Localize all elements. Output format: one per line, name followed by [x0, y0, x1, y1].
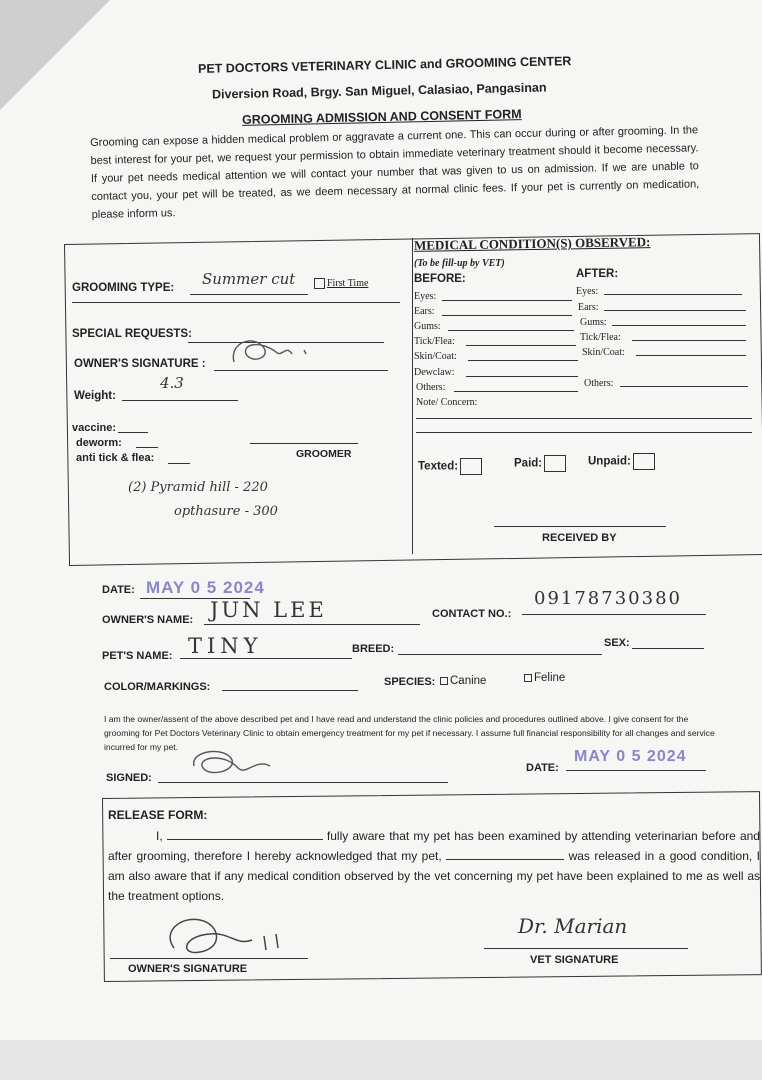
- antitick-line: [168, 463, 190, 464]
- received-by-label: RECEIVED BY: [542, 532, 617, 544]
- consent-signature-scribble: [186, 744, 286, 784]
- contact-value[interactable]: 09178730380: [534, 588, 682, 609]
- before-others-line: [454, 391, 578, 392]
- intro-paragraph: Grooming can expose a hidden medical problem or aggravate a current one. This can occur during or after grooming. In the best interest for your pet, we request your permission to obtain immediate veterinary treatment should it become necessary. If your pet needs medical attention we will contact your number that was given to us on admission. If we are unable to contact you, your pet will be treated, as we deem necessary at normal clinic fees. If your pet is currently on medication, please inform us.: [90, 124, 700, 221]
- release-title: RELEASE FORM:: [108, 808, 208, 822]
- after-gums: Gums:: [580, 317, 607, 328]
- note-concern-label: Note/ Concern:: [416, 397, 478, 408]
- box-divider: [412, 238, 413, 554]
- after-skincoat: Skin/Coat:: [582, 347, 625, 358]
- before-eyes: Eyes:: [414, 291, 437, 302]
- before-eyes-line: [442, 300, 572, 301]
- vet-signature-line: [484, 948, 688, 949]
- before-ears-line: [442, 315, 572, 316]
- after-ears-line: [604, 310, 746, 311]
- vaccine-line: [118, 432, 148, 433]
- vet-signature-value: Dr. Marian: [518, 914, 628, 938]
- grooming-extra-line: [72, 302, 400, 303]
- paid-option[interactable]: [514, 455, 566, 472]
- grooming-type-value[interactable]: Summer cut: [202, 270, 296, 288]
- weight-label: Weight:: [74, 390, 116, 402]
- after-tickflea-line: [632, 340, 746, 341]
- paid-label: Paid:: [514, 457, 543, 470]
- after-label: AFTER:: [576, 268, 619, 280]
- consent-date-stamp: MAY 0 5 2024: [574, 748, 687, 765]
- special-requests-label: SPECIAL REQUESTS:: [72, 328, 192, 340]
- color-line: [222, 690, 358, 691]
- after-gums-line: [612, 325, 746, 326]
- note-line-2: [416, 432, 752, 433]
- color-label: COLOR/MARKINGS:: [104, 681, 211, 693]
- release-pet-blank[interactable]: [446, 847, 564, 860]
- after-others-line: [620, 386, 748, 387]
- feline-checkbox[interactable]: [524, 674, 532, 682]
- breed-label: BREED:: [352, 643, 395, 655]
- medical-subtitle: (To be fill-up by VET): [414, 258, 505, 269]
- owner-name-line: [204, 624, 420, 625]
- contact-label: CONTACT NO.:: [432, 608, 512, 620]
- feline-label: Feline: [534, 672, 566, 684]
- contact-line: [522, 614, 706, 615]
- before-skincoat-line: [468, 360, 578, 361]
- form-title: GROOMING ADMISSION AND CONSENT FORM: [241, 107, 522, 127]
- canine-label: Canine: [450, 675, 487, 687]
- release-owner-signature-label: OWNER'S SIGNATURE: [128, 963, 248, 975]
- paid-checkbox[interactable]: [544, 455, 566, 472]
- clinic-address: Diversion Road, Brgy. San Miguel, Calasiao, Pangasinan: [211, 80, 547, 102]
- feline-option[interactable]: [524, 672, 565, 684]
- release-owner-signature-line: [110, 958, 308, 959]
- release-paragraph: [108, 826, 760, 906]
- deworm-line: [136, 447, 158, 448]
- consent-date-line: [566, 770, 706, 771]
- scan-corner-fold: [0, 0, 110, 110]
- sex-label: SEX:: [604, 637, 630, 649]
- owner-signature-label: OWNER'S SIGNATURE :: [74, 358, 206, 370]
- after-eyes: Eyes:: [576, 286, 599, 297]
- release-owner-signature-scribble: [160, 912, 300, 962]
- sex-line: [632, 648, 704, 649]
- clinic-name: PET DOCTORS VETERINARY CLINIC and GROOMING CENTER: [197, 54, 572, 76]
- weight-value[interactable]: 4.3: [160, 374, 184, 392]
- before-tickflea: Tick/Flea:: [414, 336, 455, 347]
- unpaid-label: Unpaid:: [588, 455, 631, 468]
- date-label: DATE:: [102, 584, 135, 596]
- species-label: SPECIES:: [384, 676, 436, 688]
- release-text-part3: was released in a good condition, I am also aware that if any medical condition observed by the vet concerning my pet have been explained to me as well as the treatment options.: [108, 849, 760, 903]
- before-gums: Gums:: [414, 321, 441, 332]
- after-ears: Ears:: [578, 302, 599, 313]
- release-name-blank[interactable]: [167, 827, 323, 840]
- pet-name-value[interactable]: TINY: [188, 634, 263, 658]
- before-others: Others:: [416, 382, 446, 393]
- grooming-note-1: (2) Pyramid hill - 220: [128, 480, 268, 495]
- vet-signature-label: VET SIGNATURE: [530, 954, 619, 966]
- pet-name-line: [180, 658, 352, 659]
- unpaid-checkbox[interactable]: [633, 453, 655, 470]
- deworm-label: deworm:: [76, 437, 122, 449]
- before-label: BEFORE:: [414, 273, 466, 285]
- pet-name-label: PET'S NAME:: [102, 650, 173, 662]
- consent-date-label: DATE:: [526, 762, 559, 774]
- received-by-line: [494, 526, 666, 527]
- scan-bottom-edge: [0, 1040, 762, 1080]
- signed-label: SIGNED:: [106, 772, 152, 784]
- vaccine-label: vaccine:: [72, 422, 117, 434]
- medical-title: MEDICAL CONDITION(S) OBSERVED:: [413, 234, 651, 253]
- first-time-label: First Time: [327, 278, 369, 289]
- before-dewclaw-line: [466, 376, 578, 377]
- after-others: Others:: [584, 378, 614, 389]
- consent-paragraph: I am the owner/assent of the above described pet and I have read and understand the clinic policies and procedures outlined above. I give consent for the grooming for Pet Doctors Veterinary Clinic to obtain emergency treatment for my pet if necessary. I assume full financial responsibility for all changes and service incurred for my pet.: [104, 714, 715, 752]
- note-line-1: [416, 418, 752, 419]
- owner-name-value[interactable]: JUN LEE: [210, 598, 327, 622]
- grooming-type-label: GROOMING TYPE:: [72, 282, 175, 294]
- canine-option[interactable]: [440, 675, 486, 687]
- after-skincoat-line: [636, 355, 746, 356]
- texted-checkbox[interactable]: [460, 458, 482, 475]
- groomer-line: [250, 443, 358, 444]
- canine-checkbox[interactable]: [440, 677, 448, 685]
- owner-name-label: OWNER'S NAME:: [102, 614, 194, 626]
- after-tickflea: Tick/Flea:: [580, 332, 621, 343]
- after-eyes-line: [604, 294, 742, 295]
- antitick-label: anti tick & flea:: [76, 452, 155, 464]
- breed-line: [398, 654, 602, 655]
- before-skincoat: Skin/Coat:: [414, 351, 457, 362]
- before-gums-line: [448, 330, 574, 331]
- before-dewclaw: Dewclaw:: [414, 367, 455, 378]
- release-text-part1: I,: [156, 829, 163, 843]
- date-stamp: MAY 0 5 2024: [146, 578, 265, 597]
- owner-signature-scribble: [224, 332, 324, 372]
- first-time-checkbox[interactable]: [314, 278, 325, 289]
- weight-line: [122, 400, 238, 401]
- texted-label: Texted:: [418, 460, 459, 473]
- grooming-type-line: [190, 294, 308, 295]
- before-ears: Ears:: [414, 306, 435, 317]
- first-time-option[interactable]: [314, 278, 368, 289]
- groomer-label: GROOMER: [296, 448, 352, 460]
- release-text-part2: fully aware that my pet has been examined by attending veterinarian before and after grooming, therefore I hereby acknowledged that my pet,: [108, 829, 760, 863]
- texted-option[interactable]: [418, 458, 482, 475]
- unpaid-option[interactable]: [588, 453, 655, 470]
- grooming-note-2: opthasure - 300: [174, 504, 278, 519]
- before-tickflea-line: [466, 345, 576, 346]
